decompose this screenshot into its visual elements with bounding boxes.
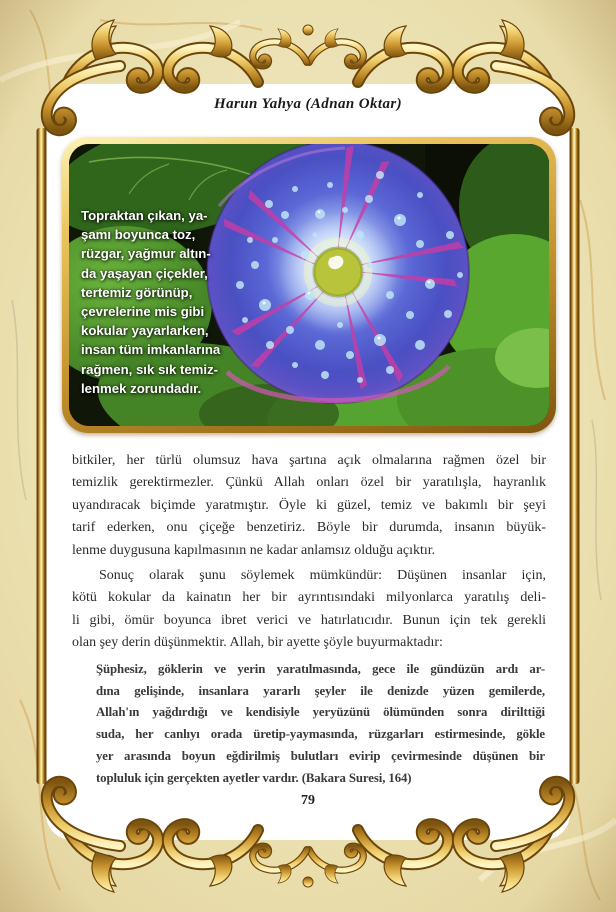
text-line: çevrelerine mis gibi: [81, 304, 205, 320]
text-line: uyandıracak biçimde yaratmıştır. Öyle ki güzel, temiz ve bakımlı bir şeyi: [72, 497, 546, 513]
text-line: da yaşayan çiçekler,: [81, 265, 208, 281]
text-line: Sonuç olarak şunu söylemek mümkündür: Düşünen insanlar için,: [99, 568, 546, 584]
text-line: Allah'ın yağdırdığı ve kendisiyle yeryüzünü ölümünden sonra dirilttiği: [96, 705, 545, 720]
text-line: kötü kokular da kainatın her bir ayrıntısındaki milyonlarca yaratılış deli-: [72, 590, 546, 606]
text-line: yer arasında boyun eğdirilmiş bulutları evirip çevirmesinde düşünen bir: [96, 749, 545, 764]
text-line: topluluk için gerçekten ayetler vardır. (Bakara Suresi, 164): [96, 771, 412, 786]
paragraph-2: [72, 565, 546, 655]
text-line: rağmen, sık sık temiz-: [81, 361, 219, 377]
text-line: rüzgar, yağmur altın-: [81, 246, 211, 262]
page-number: 79: [301, 793, 315, 808]
text-line: şamı boyunca toz,: [81, 227, 196, 243]
running-head: Harun Yahya (Adnan Oktar): [214, 96, 402, 112]
quran-quote: [96, 659, 545, 790]
text-line: temizlik gerektirmezler. Çünkü Allah onları özel bir yaratılışla, hayranlık: [72, 475, 546, 491]
text-line: dına gelişinde, insanlara yararlı şeyler ile denizde yüzen gemilerde,: [96, 683, 545, 698]
text-line: bitkiler, her türlü olumsuz hava şartına açık olmalarına rağmen özel bir: [72, 453, 546, 468]
text-line: tarif ederken, onu çiçeğe benzetiriz. Böyle bir durumda, insanın büyük-: [72, 520, 546, 536]
text-line: lenme duygusuna kapılmasının ne kadar anlamsız olduğu açıktır.: [72, 542, 436, 558]
text-line: kokular yayarlarken,: [81, 323, 209, 339]
text-line: olan şey derin düşünmektir. Allah, bir ayette şöyle buyurmaktadır:: [72, 635, 443, 651]
text-line: li gibi, ömür boyunca ibret verici ve hatırlatıcıdır. Bunun için tek gerekli: [72, 612, 546, 628]
text-line: Topraktan çıkan, ya-: [81, 208, 208, 223]
text-line: Şüphesiz, göklerin ve yerin yaratılmasında, gece ile gündüzün ardı ar-: [96, 661, 545, 676]
text-line: insan tüm imkanlarına: [81, 342, 221, 358]
photo-frame: [62, 137, 556, 433]
photo-caption: [81, 206, 259, 398]
text-line: lenmek zorundadır.: [81, 380, 202, 396]
body-text: [72, 450, 546, 790]
text-line: tertemiz görünüp,: [81, 284, 193, 300]
text-line: suda, her canlıyı orada üretip-yaymasında, rüzgarları estirmesinde, gökle: [96, 727, 545, 742]
flower-photo: [69, 144, 549, 426]
paragraph-1: [72, 450, 546, 562]
